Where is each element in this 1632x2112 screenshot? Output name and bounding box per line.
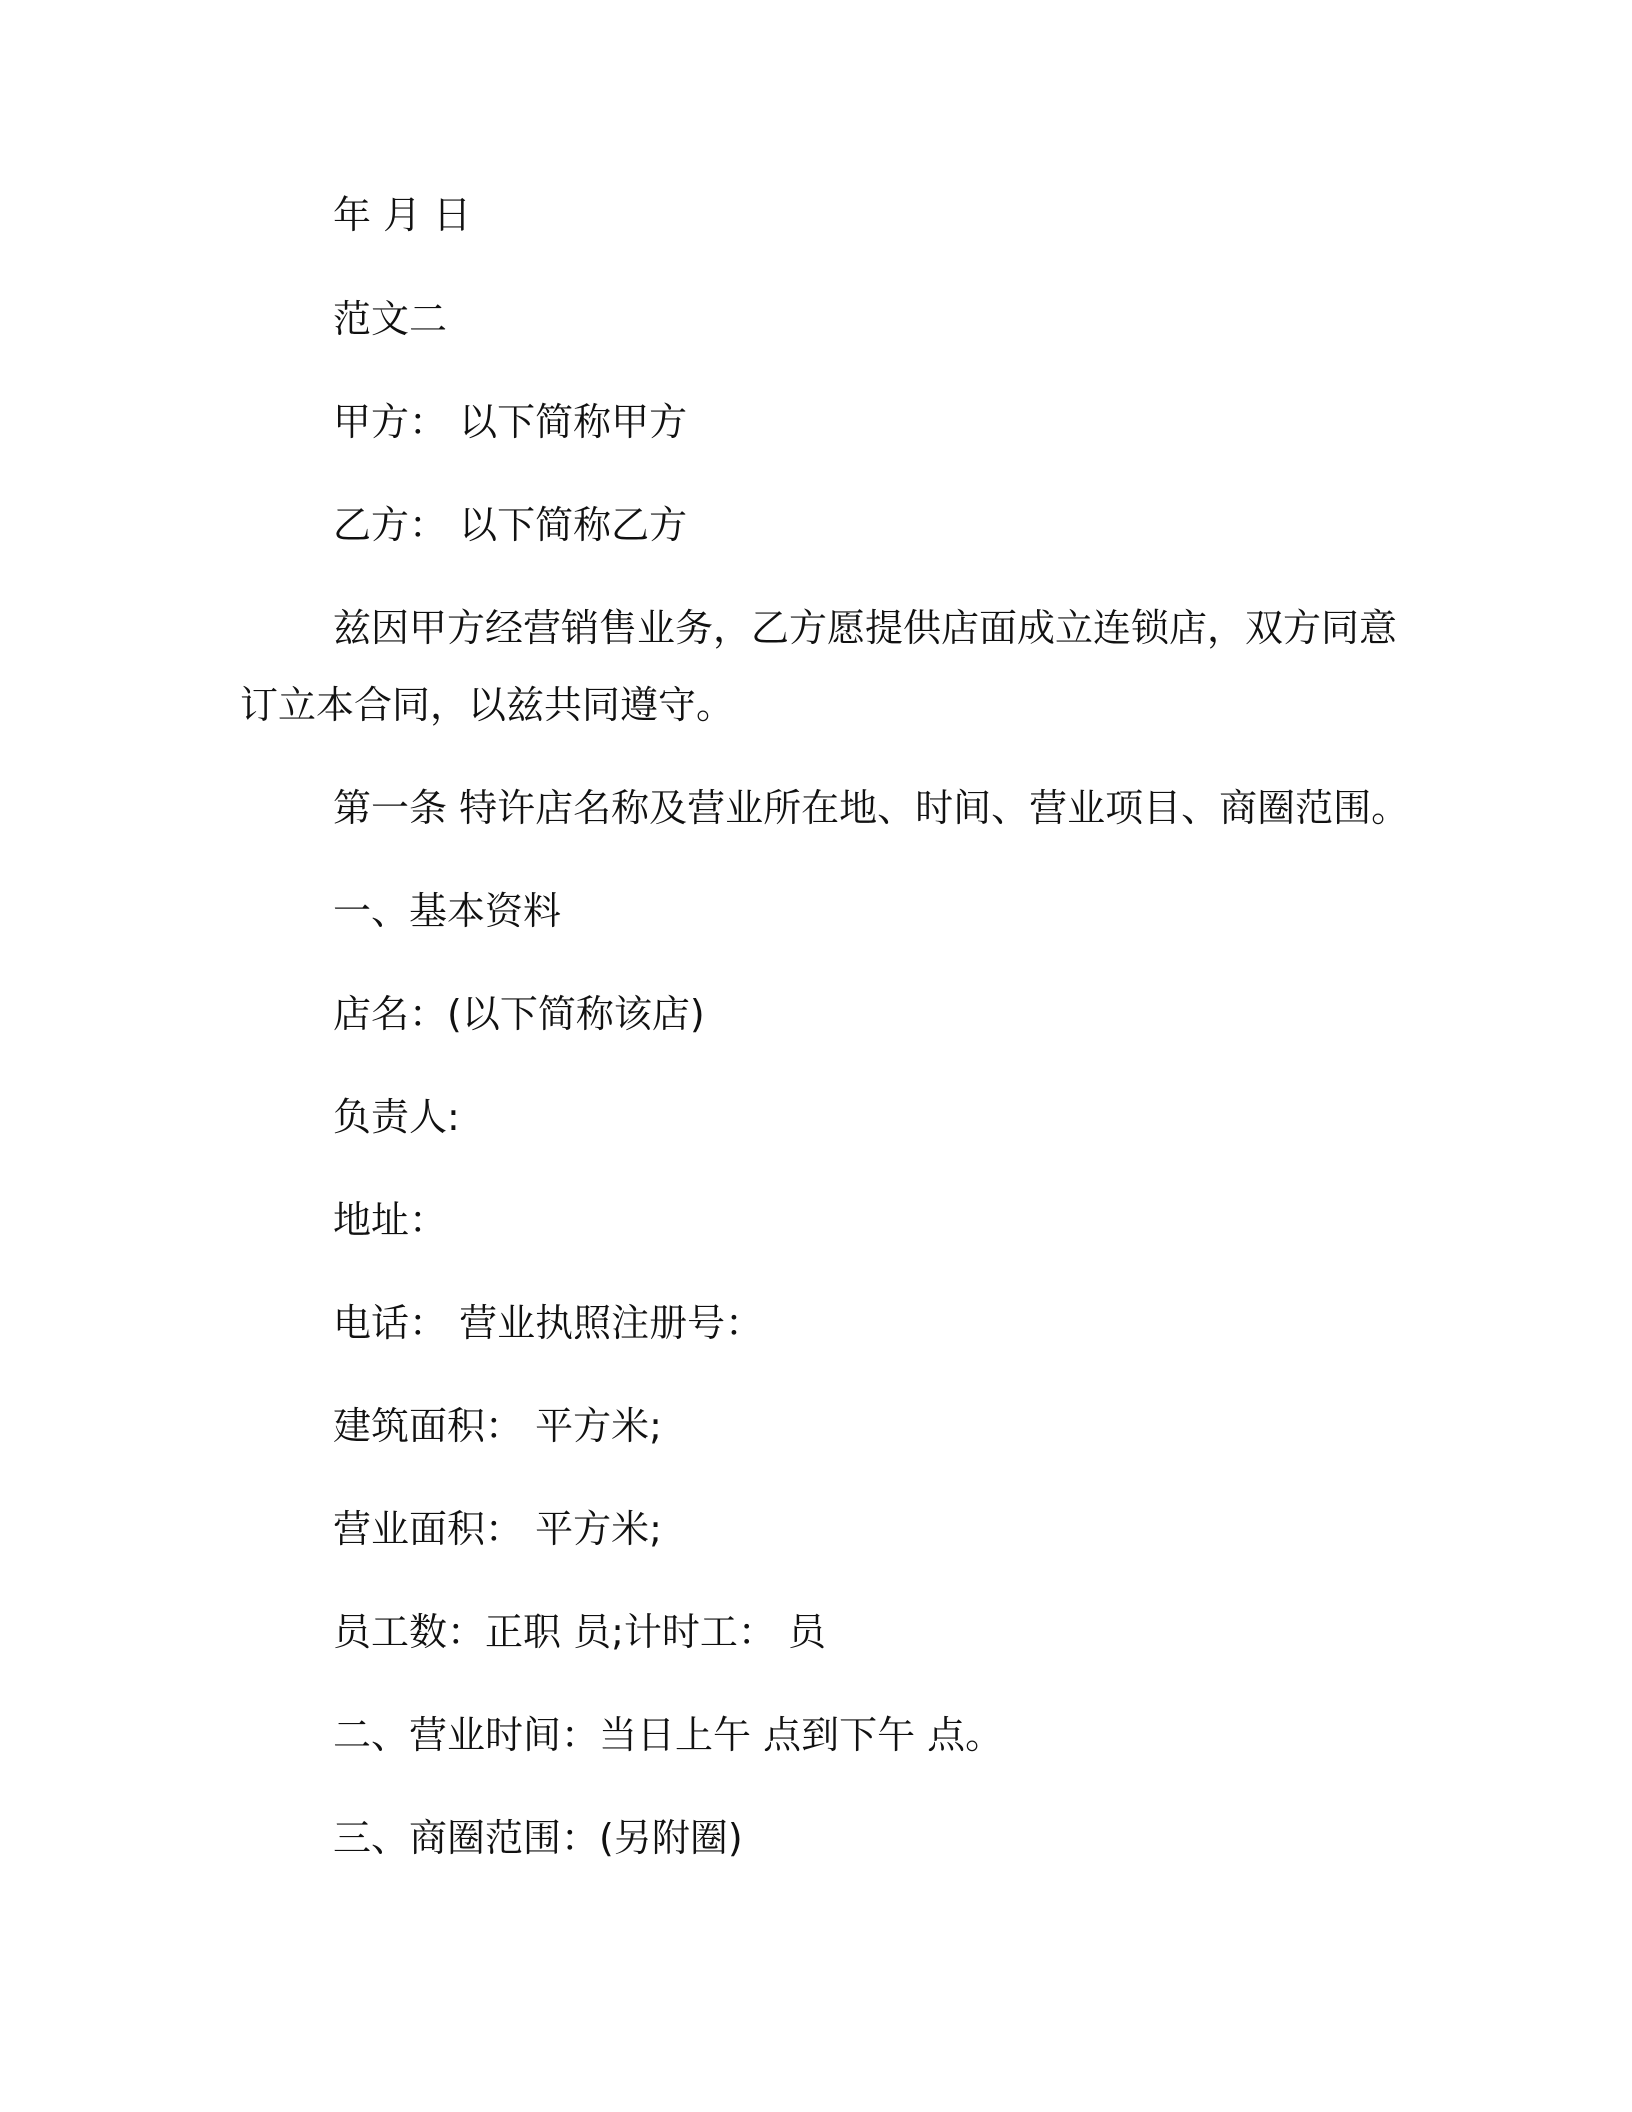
business-area-field: 营业面积： 平方米; — [333, 1507, 662, 1551]
date-line: 年 月 日 — [333, 193, 472, 237]
document-heading: 范文二 — [333, 297, 448, 341]
party-a-line: 甲方： 以下简称甲方 — [333, 400, 688, 444]
address-field: 地址： — [333, 1198, 448, 1242]
intro-paragraph-line-1: 兹因甲方经营销售业务，乙方愿提供店面成立连锁店，双方同意 — [333, 606, 1398, 650]
person-in-charge-field: 负责人: — [333, 1095, 460, 1139]
phone-license-field: 电话： 营业执照注册号： — [333, 1301, 764, 1345]
section-two-business-hours: 二、营业时间：当日上午 点到下午 点。 — [333, 1713, 1004, 1757]
section-one-heading: 一、基本资料 — [333, 889, 562, 933]
article-one: 第一条 特许店名称及营业所在地、时间、营业项目、商圈范围。 — [333, 786, 1410, 830]
party-b-line: 乙方： 以下简称乙方 — [333, 503, 688, 547]
intro-paragraph-line-2: 订立本合同，以兹共同遵守。 — [240, 683, 735, 727]
staff-count-field: 员工数：正职 员;计时工： 员 — [333, 1610, 826, 1654]
building-area-field: 建筑面积： 平方米; — [333, 1404, 662, 1448]
section-three-trade-area: 三、商圈范围：(另附圈) — [333, 1816, 743, 1860]
shop-name-field: 店名：(以下简称该店) — [333, 992, 705, 1036]
